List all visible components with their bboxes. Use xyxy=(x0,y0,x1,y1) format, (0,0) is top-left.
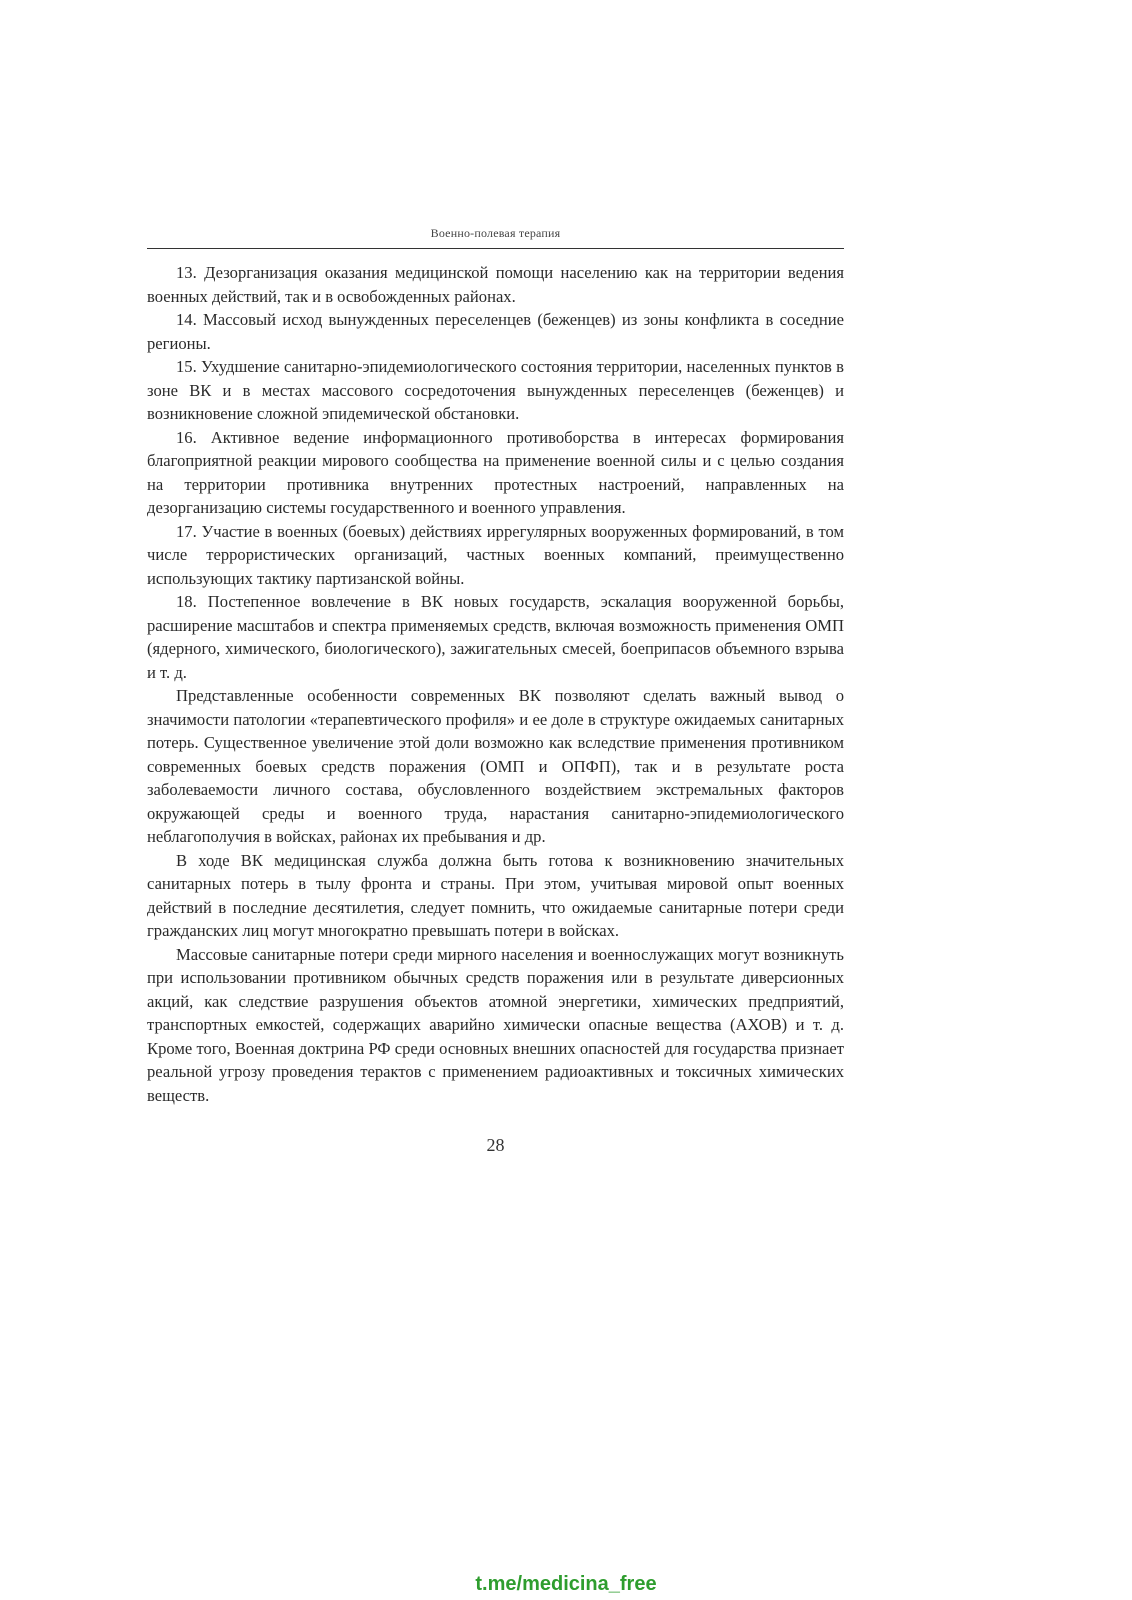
paragraph-mass-losses: Массовые санитарные потери среди мирного населения и военнослужащих могут возникнуть при использовании противником обычных средств поражения или в результате диверсионных акций, как следствие разрушения объектов атомной энергетики, химических предприятий, транспортных емкостей, содержащих аварийно химически опасные вещества (АХОВ) и т. д. Кроме того, Военная доктрина РФ среди основных внешних опасностей для государства признает реальной угрозу проведения терактов с применением радиоактивных и токсичных химических веществ. xyxy=(147,944,844,1105)
paragraph-13: 13. Дезорганизация оказания медицинской помощи населению как на территории ведения военных действий, так и в освобожденных районах. xyxy=(147,263,844,306)
running-head: Военно-полевая терапия xyxy=(147,226,844,249)
paragraph-14: 14. Массовый исход вынужденных переселенцев (беженцев) из зоны конфликта в соседние регионы. xyxy=(147,310,844,353)
page-number: 28 xyxy=(486,1135,505,1155)
telegram-link[interactable]: t.me/medicina_free xyxy=(475,1573,657,1595)
paragraph-16: 16. Активное ведение информационного противоборства в интересах формирования благоприятной реакции мирового сообщества на применение военной силы и с целью создания на территории противника внутренних протестных настроений, направленных на дезорганизацию системы государственного и военного управления. xyxy=(147,427,844,517)
body-text xyxy=(147,261,844,1107)
paragraph-medical-service: В ходе ВК медицинская служба должна быть готова к возникновению значительных санитарных потерь в тылу фронта и страны. При этом, учитывая мировой опыт военных действий в последние десятилетия, следует помнить, что ожидаемые санитарные потери среди гражданских лиц могут многократно превышать потери в войсках. xyxy=(147,850,844,940)
book-page xyxy=(147,226,844,1156)
paragraph-conclusion: Представленные особенности современных ВК позволяют сделать важный вывод о значимости патологии «терапевтического профиля» и ее доле в структуре ожидаемых санитарных потерь. Существенное увеличение этой доли возможно как вследствие применения противником современных боевых средств поражения (ОМП и ОПФП), так и в результате роста заболеваемости личного состава, обусловленного воздействием экстремальных факторов окружающей среды и военного труда, нарастания санитарно-эпидемиологического неблагополучия в войсках, районах их пребывания и др. xyxy=(147,686,844,846)
paragraph-18: 18. Постепенное вовлечение в ВК новых государств, эскалация вооруженной борьбы, расширение масштабов и спектра применяемых средств, включая возможность применения ОМП (ядерного, химического, биологического), зажигательных смесей, боеприпасов объемного взрыва и т. д. xyxy=(147,592,844,682)
paragraph-15: 15. Ухудшение санитарно-эпидемиологического состояния территории, населенных пунктов в зоне ВК и в местах массового сосредоточения вынужденных переселенцев (беженцев) и возникновение сложной эпидемической обстановки. xyxy=(147,357,844,423)
paragraph-17: 17. Участие в военных (боевых) действиях иррегулярных вооруженных формирований, в том числе террористических организаций, частных военных компаний, преимущественно использующих тактику партизанской войны. xyxy=(147,521,844,588)
